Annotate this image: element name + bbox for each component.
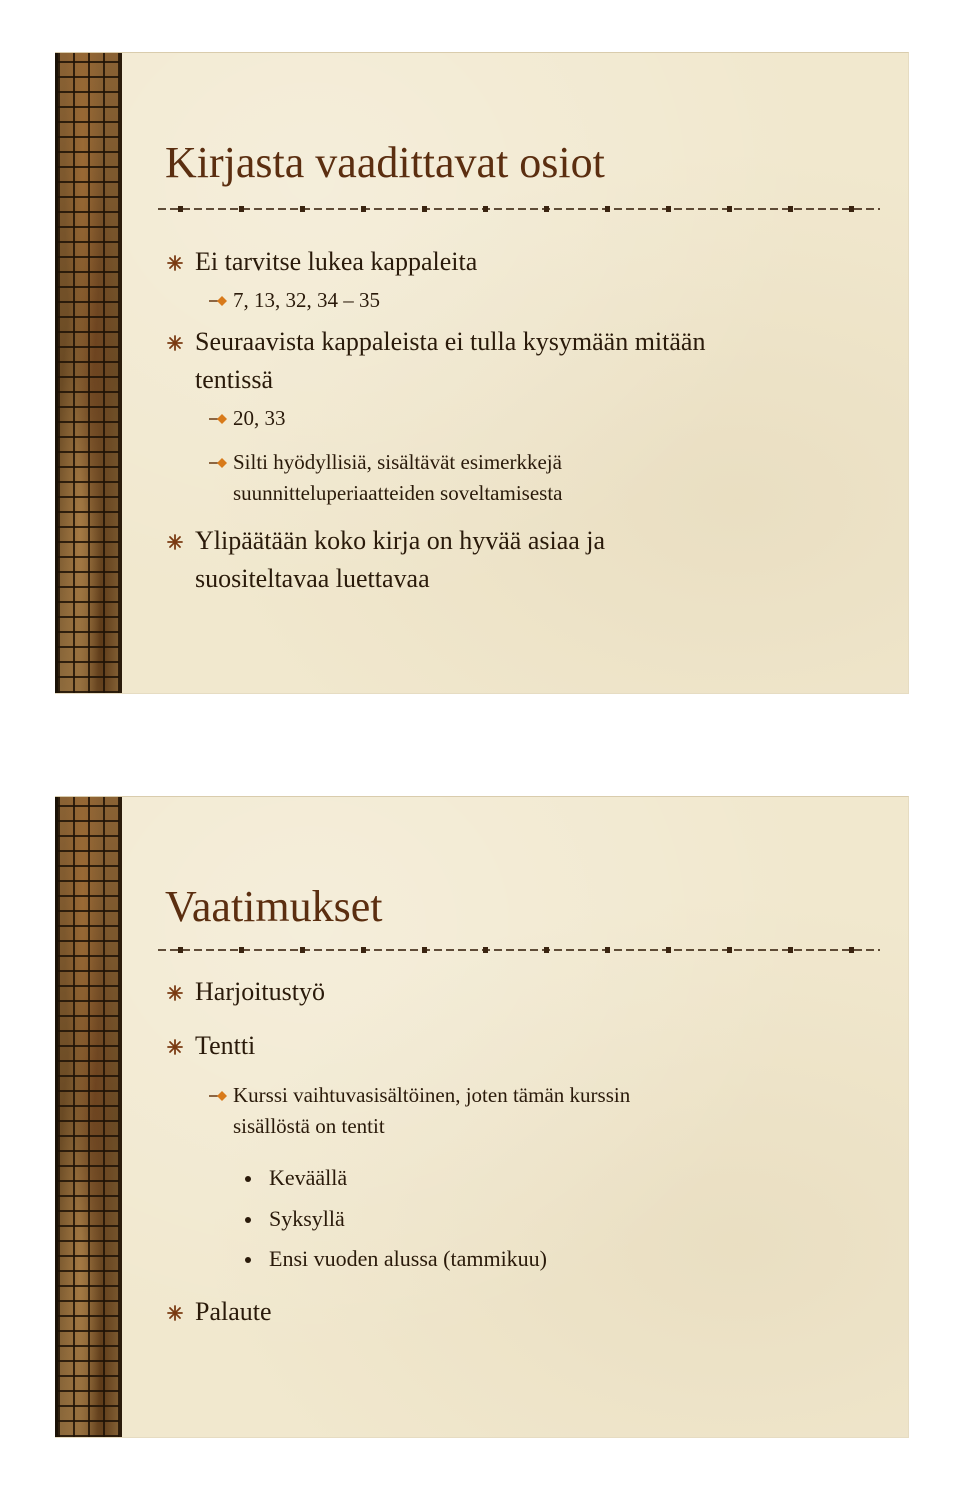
bullet-text: Syksyllä [269, 1206, 345, 1231]
diamond-bullet-icon [209, 414, 228, 424]
star-bullet-icon [167, 985, 183, 1001]
bullet-text: suunnitteluperiaatteiden soveltamisesta [233, 481, 563, 505]
bullet-text: Harjoitustyö [195, 977, 325, 1006]
bullet-text: Ensi vuoden alussa (tammikuu) [269, 1246, 548, 1271]
bullet-text: Palaute [195, 1297, 272, 1326]
bullet-text: Kurssi vaihtuvasisältöinen, joten tämän kurssin [233, 1083, 631, 1107]
slide-1 [55, 52, 909, 694]
diamond-bullet-icon [209, 296, 228, 306]
bullet-text: Tentti [195, 1031, 256, 1060]
dot-bullet-icon [245, 1217, 251, 1223]
star-bullet-icon [167, 1305, 183, 1321]
bullet-text: Seuraavista kappaleista ei tulla kysymään mitään [195, 327, 706, 356]
dot-bullet-icon [245, 1257, 251, 1263]
star-bullet-icon [167, 335, 183, 351]
diamond-bullet-icon [209, 1091, 228, 1101]
slide-content [55, 797, 908, 1437]
bullet-text: 20, 33 [233, 406, 286, 430]
bullet-text: tentissä [195, 365, 273, 394]
bullet-text: Ylipäätään koko kirja on hyvää asiaa ja [195, 526, 606, 555]
diamond-bullet-icon [209, 458, 228, 468]
bullet-text: Keväällä [269, 1165, 348, 1190]
bullet-text: Silti hyödyllisiä, sisältävät esimerkkejä [233, 450, 562, 474]
slide-2 [55, 796, 909, 1438]
slide-content [55, 53, 908, 693]
star-bullet-icon [167, 1039, 183, 1055]
slide-title: Kirjasta vaadittavat osiot [165, 138, 605, 187]
bullet-text: sisällöstä on tentit [233, 1114, 385, 1138]
star-bullet-icon [167, 534, 183, 550]
slide-title: Vaatimukset [165, 882, 383, 931]
bullet-text: Ei tarvitse lukea kappaleita [195, 247, 478, 276]
dot-bullet-icon [245, 1176, 251, 1182]
bullet-text: suositeltavaa luettavaa [195, 564, 430, 593]
star-bullet-icon [167, 255, 183, 271]
bullet-text: 7, 13, 32, 34 – 35 [233, 288, 380, 312]
